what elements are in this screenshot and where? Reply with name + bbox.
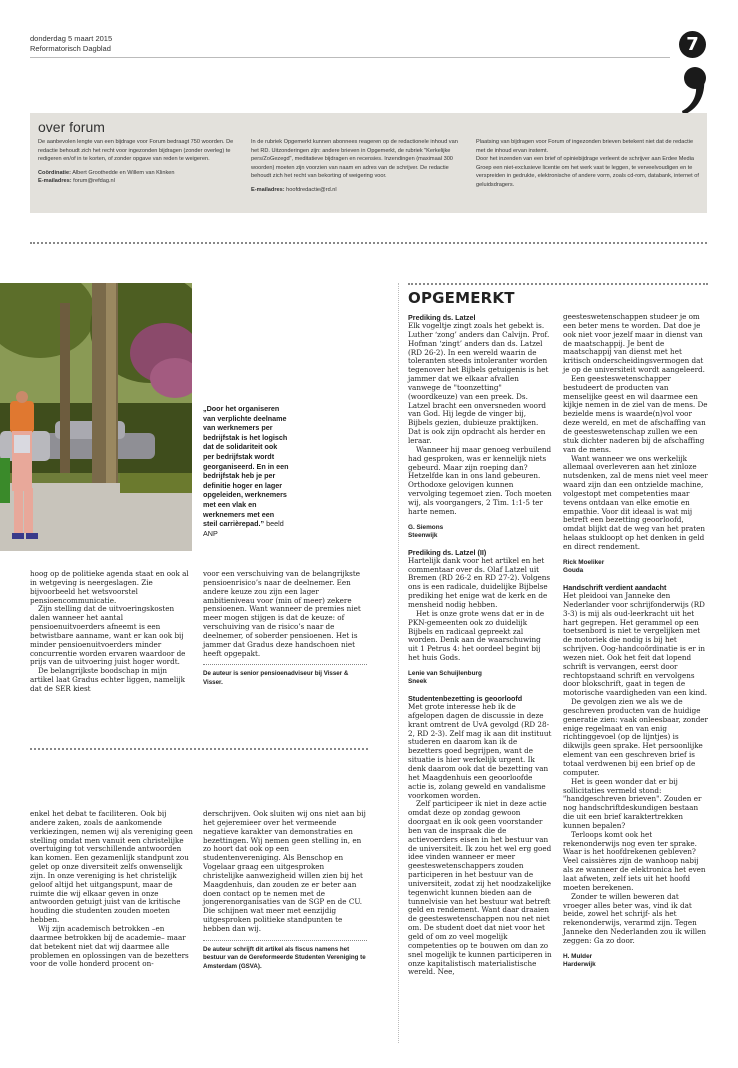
article1-col1-para: De belangrijkste boodschap in mijn artikel laat Gradus echter liggen, namelijk dat de SER kiest [30,666,185,693]
article2-author-note: De auteur schrijft dit artikel als fiscus namens het bestuur van de Gereformeerde Studenten Vereniging te Amsterdam (GSVA). [203,945,366,970]
letter-signature-place: Sneek [408,678,427,686]
forum-coordination [38,169,248,178]
letter-signature-name: G. Siemons [408,523,444,531]
section-divider-top [30,242,707,244]
letter-heading: Prediking ds. Latzel (II) [408,547,487,557]
forum-col-3 [476,138,701,190]
forum-col-2 [251,138,461,195]
issue-date: donderdag 5 maart 2015 [30,34,113,43]
article2-col1-para: Wij zijn academisch betrokken –en daarmee betrokken bij de academie– maar dat betekent niet dat wij daarmee alle problemen en oplossingen van de bezetters voor de volle honderd procent on- [30,923,189,969]
letter-heading: Studentenbezetting is geoorloofd [408,694,523,704]
letter-para: Met grote interesse heb ik de afgelopen dagen de discussie in deze krant omtrent de UvA gevolgd (RD 28-2, RD 2-3). Zelf mag ik aan dit instituut studeren en daarom kan ik de bezetters goed begrijpen, want de situatie is hier werkelijk urgent. Ik denk daarom ook dat de bezetting van het Maagdenhuis een geoorloofde actie is, zolang geweld en vandalisme voorkomen worden. [408,702,552,800]
letter-para: Hartelijk dank voor het artikel en het commentaar over ds. Olaf Latzel uit Bremen (RD 26-2 en RD 27-2). Volgens ons is een radicale, duidelijke Bijbelse prediking het enige wat de kerk en de mensheid nodig hebben. [408,555,551,609]
author-note-divider [203,664,367,665]
article1-col-1 [30,570,193,694]
forum-col2-text: In de rubriek Opgemerkt kunnen abonnees reageren op de redactionele inhoud van het RD. Uitzonderingen zijn: andere brieven in Opgemerkt, de rubriek "Kerkelijke pers/ZoGezegd", meditatieve bijdragen en recensies. Inzendingen (maximaal 300 woorden) moeten zijn voorzien van naam en adres van de schrijver. De redactie behoudt zich het recht van bekorting of weigering voor. [251,139,458,180]
header-rule [30,57,670,58]
letter-signature-name: Lenie van Schuijlenburg [408,669,482,677]
caption-quote: „Door het organiseren van verplichte deelname van werknemers per bedrijfstak is het logisch dat de solidariteit ook per bedrijfstak wordt georganiseerd. En in een bedrijfstak heb je per definitie hoger en lager opgeleiden, werknemers met een vlak en werknemers met een steil carrièrepad.” [203,404,289,529]
article-photo [0,283,192,551]
article2-col2-para: derschrijven. Ook sluiten wij ons niet aan bij het gejeremieer over het vermeende negatieve karakter van demonstraties en bezettingen. Wij nemen geen stelling in, en zo hoort dat ook op een studentenvereniging. Als Benschop en Vogelaar graag een uitgesproken christelijke aanwezigheid willen zien bij het Maagdenhuis, dan zouden ze er beter aan doen contact op te nemen met de jongerenorganisaties van de SGP en de CU. Die schijnen wat meer met eenzijdig uitgesproken politieke standpunten te hebben dan wij. [203,809,366,933]
hoofdredactie-email-link[interactable]: hoofdredactie@rd.nl [286,186,337,193]
section-divider-middle [30,748,368,750]
letter-para: Elk vogeltje zingt zoals het gebekt is. Luther ‘zong’ anders dan Calvijn. Prof. Hofman ‘zingt’ anders dan ds. Latzel (RD 26-2). In een wereld waarin de toleranten steeds intoleranter worden tegenover het Bijbels getuigenis is het jammer dat we elkaar afvallen vanwege de "toonzetting" (woordkeuze) van een preek. Ds. Latzel bracht een onversneden woord van God. Hij legde de vinger bij, Bijbels gezien, dubieuze praktijken. Dat is ook zijn opdracht als herder en leraar. [408,321,550,445]
letter-para: Zonder te willen beweren dat vroeger alles beter was, vind ik dat beide, zowel het schrijf- als het rekenonderwijs, verarmd zijn. Tegen Janneke den Nederlanden zou ik willen zeggen: Ga zo door. [563,891,707,945]
forum-title: over forum [38,119,105,135]
forum-col3-text: Plaatsing van bijdragen voor Forum of ingezonden brieven betekent niet dat de redactie met de inhoud ervan instemt. [476,139,694,154]
forum-email-line [38,177,248,186]
caption-credit: beeld ANP [203,519,284,538]
article1-col1-para: hoog op de politieke agenda staat en ook al in wetgeving is neergeslagen. Zie bijvoorbeeld het wetsvoorstel pensioencommunicatie. [30,569,189,605]
letter-para: Terloops komt ook het rekenonderwijs nog even ter sprake. Waar is het hoofdrekenen gebleven? Veel caissières zijn de wanhoop nabij als ze wanneer de elektronica het even laat afweten, zelf iets uit het hoofd moeten berekenen. [563,829,706,892]
page-number-badge: 7 [679,31,706,58]
letter-para: geesteswetenschappen studeer je om een beter mens te worden. Dat doe je ook niet voor jezelf maar in dienst van de maatschappij. Je bent de maatschappij van dienst met het kritisch onderscheidingsvermogen dat je op de universiteit wordt aangeleerd. [563,312,705,375]
author-note-divider [203,940,367,941]
photo-caption [203,404,290,538]
comma-logo-icon [679,66,707,116]
letter-para: Het is onze grote wens dat er in de PKN-gemeenten ook zo duidelijk Bijbels en radicaal gepreekt zal worden. Denk aan de waarschuwing uit 1 Petrus 4: het oordeel begint bij het huis Gods. [408,608,545,663]
letter-para: De gevolgen zien we als we de geschreven producten van de huidige generatie zien: vaak onleesbaar, zonder enige regelmaat en van enig richtinggevoel (op de lijntjes) is dikwijls geen sprake. Het persoonlijke element van een geschreven brief is totaal verdwenen bij een brief op de computer. [563,697,708,777]
forum-email-label-2: E-mailadres: [251,186,285,193]
opgemerkt-title: OPGEMERKT [408,289,515,307]
forum-col1-text: De aanbevolen lengte van een bijdrage voor Forum bedraagt 750 woorden. De redactie behoudt zich het recht voor ingezonden bijdragen (zonder overleg) te redigeren en/of in te korten, of zonder opgave van reden te weigeren. [38,139,234,163]
letter-para: Een geesteswetenschapper bestudeert de producten van menselijke geest en wil daarmee een kijkje nemen in de ziel van de mens. De bezielde mens is waarde(n)vol voor deze wereld, en met de afschaffing van de geesteswetenschap zullen we een stuk dichter naderen bij de afschaffing van de mens. [563,373,708,454]
photo-illustration [0,283,192,551]
letter-para: Zelf participeer ik niet in deze actie omdat deze op zondag gewoon doorgaat en ik ook geen voorstander ben van de inspraak die de actievoerders eisen in het bestuur van de universiteit. Ik zou het wel erg goed idee vinden wanneer er meer geesteswetenschappers zouden participeren in het bestuur van de universiteit, zodat zij het noodzakelijke tegenwicht kunnen bieden aan de tunnelvisie van het bestuur wat betreft geld en rendement. Want daar draaien de geesteswetenschappen nou net niet om. De student doet dat niet voor het geld of om zo veel mogelijk competenties op te bouwen om dan zo snel mogelijk te kunnen participeren in onze kapitalistisch materialistische wereld. Nee, [408,799,552,977]
forum-email-link[interactable]: forum@refdag.nl [73,178,115,185]
opgemerkt-col-2 [563,313,708,970]
forum-email-label: E-mailadres: [38,178,72,185]
letter-signature-name: H. Mulder [563,952,593,960]
newspaper-name: Reformatorisch Dagblad [30,44,111,53]
article1-col-2 [203,570,367,688]
article2-col-2 [203,810,367,972]
article1-col2-para: voor een verschuiving van de belangrijkste pensioenrisico’s naar de deelnemer. Een andere keuze zou zijn een lager ambitieniveau voor (min of meer) zekere pensioenen. Want wanneer de premies niet meer mogen stijgen is dat de keuze: of verschuiving van de risico’s naar de deelnemer, of soberder pensioenen. Het is jammer dat Gradus deze handschoen niet heeft opgepakt. [203,569,361,658]
forum-email-line-2 [251,186,461,195]
forum-col3-text2: Door het inzenden van een brief of opiniebijdrage verleent de schrijver aan Erdee Media Groep een niet-exclusieve licentie om het werk vast te leggen, te verveelvoudigen en te verspreiden in gedrukte, elektronische of andere vorm, zoals cd-rom, databank, internet of geluidsdragers. [476,156,699,188]
letter-signature-place: Gouda [563,567,584,575]
letter-signature-place: Steenwijk [408,532,438,540]
forum-col-1 [38,138,248,186]
letter-signature-name: Rick Moeliker [563,558,605,566]
forum-coord-value: Albert Groothedde en Willem van Klinken [72,169,175,176]
letter-para: Het is geen wonder dat er bij sollicitaties vermeld stond: "handgeschreven brieven". Zouden er nog handschriftdeskundigen bestaan die uit een brief karaktertrekken kunnen bepalen? [563,776,702,830]
header-date-block [30,34,112,54]
forum-coord-label: Coördinatie: [38,169,71,176]
letter-para: Wanneer hij maar genoeg verbuilend had gesproken, was er kennelijk niets gebeurd. Maar zijn roeping dan? Hetzelfde kan in ons land gebeuren. Orthodoxe gelovigen kunnen vervolging tegemoet zien. Toch moeten wij, als voorgangers, 2 Tim. 1:1-5 ter harte nemen. [408,444,552,516]
article1-col1-para: Zijn stelling dat de uitvoeringskosten dalen wanneer het aantal pensioenuitvoerders afneemt is een betwistbare aanname, want er kan ook bij minder pensioenuitvoerders minder concurrentie worden ervaren waardoor de prijs van de uitvoering juist hoger wordt. [30,604,186,667]
article2-col1-para: enkel het debat te faciliteren. Ook bij andere zaken, zoals de aankomende verkiezingen, nemen wij als vereniging geen stelling omdat men vanuit een christelijke overtuiging tot verschillende antwoorden kan komen. Een gezamenlijk standpunt zou gelet op onze diversiteit zelfs onwenselijk zijn. In onze vereniging is het christelijk geloof altijd het uitgangspunt, maar de ruimte die wij elkaar geven in onze antwoorden getuigt juist van de kritische houding die studenten zouden moeten hebben. [30,809,193,925]
article2-col-1 [30,810,193,969]
column-separator [398,283,399,1043]
opgemerkt-top-rule [408,283,708,285]
letter-para: Want wanneer we ons werkelijk allemaal overleveren aan het zinloze nutsdenken, zal de mens niet veel meer waard zijn dan een ontzielde machine, volgestopt met competenties maar tevens ontdaan van elke emotie en empathie. Voor dit ideaal is wat mij betreft een bezetting geoorloofd, omdat blijkt dat de weg van het praten helaas stukloopt op het denken in geld en direct rendement. [563,453,708,551]
opgemerkt-col-1 [408,313,552,977]
letter-signature-place: Harderwijk [563,961,596,969]
article1-author-note: De auteur is senior pensioenadviseur bij Visser & Visser. [203,670,349,687]
over-forum-box [30,113,707,213]
letter-heading: Handschrift verdient aandacht [563,582,667,592]
letter-heading: Prediking ds. Latzel [408,313,476,322]
letter-para: Het pleidooi van Janneke den Nederlander voor schrijfonderwijs (RD 3-3) is mij als oud-leerkracht uit het hart gegrepen. Het gerammel op een toetsenbord is niet te vergelijken met de motoriek die nodig is bij het schrijven. Oog-handcoördinatie is er in wezen niet. Ook het feit dat lopend schrift is vervangen, eerst door rechtopstaand schrift en vervolgens door blokschrift, gaat in tegen de motorische vaardigheden van een kind. [563,590,708,698]
comma-logo [679,58,707,118]
